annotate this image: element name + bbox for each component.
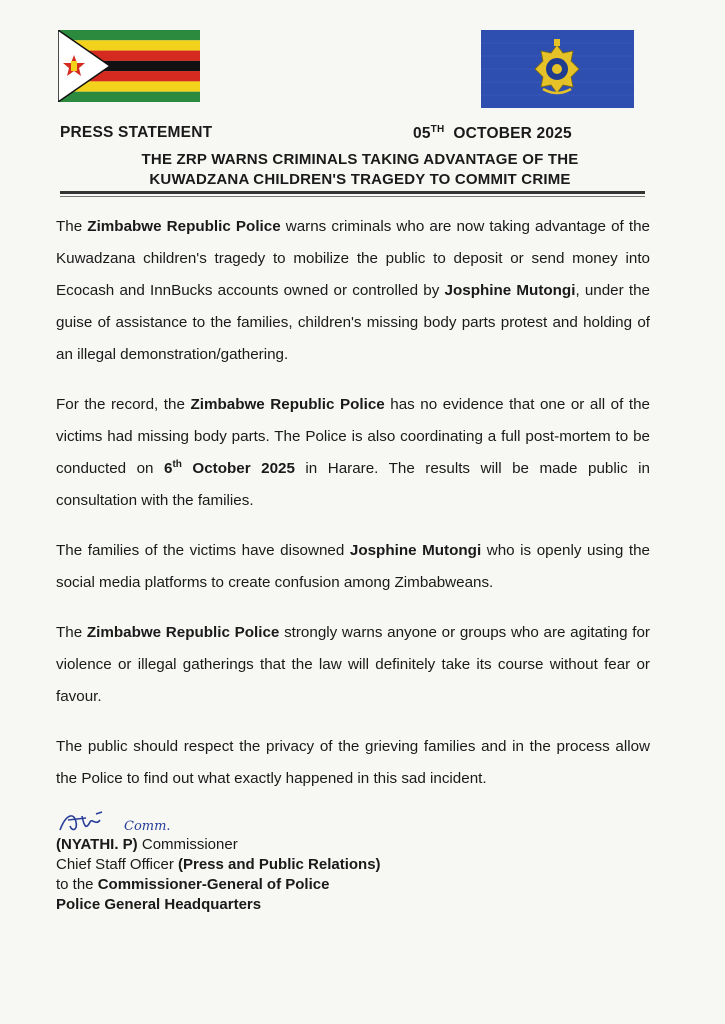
- signatory-details: [56, 835, 381, 915]
- zimbabwe-flag-icon: [58, 30, 200, 102]
- paragraph-1: The Zimbabwe Republic Police warns criminals who are now taking advantage of the Kuwadzana children's tragedy to mobilize the public to deposit or send money into Ecocash and InnBucks accounts owned or controlled by Josphine Mutongi, under the guise of assistance to the families, children's missing body parts protest and holding of an illegal demonstration/gathering.: [56, 218, 651, 363]
- svg-text:Comm.: Comm.: [124, 819, 171, 834]
- signatory-hq-line: Police General Headquarters: [56, 896, 262, 913]
- header-divider: [60, 191, 645, 194]
- headline-line-1: THE ZRP WARNS CRIMINALS TAKING ADVANTAGE OF THE: [141, 151, 579, 168]
- signatory-title-line: Chief Staff Officer (Press and Public Relations): [56, 856, 381, 873]
- paragraph-5: The public should respect the privacy of the grieving families and in the process allow the Police to find out what exactly happened in this sad incident.: [56, 738, 650, 787]
- signatory-to-line: to the Commissioner-General of Police: [56, 876, 330, 893]
- paragraph-2: For the record, the Zimbabwe Republic Police has no evidence that one or all of the victims had missing body parts. The Police is also coordinating a full post-mortem to be conducted on 6th October 2025 in Harare. The results will be made public in consultation with the families.: [56, 396, 650, 509]
- signatory-name-line: (NYATHI. P) Commissioner: [56, 836, 238, 853]
- paragraph-3: The families of the victims have disowned Josphine Mutongi who is openly using the social media platforms to create confusion among Zimbabweans.: [56, 542, 650, 591]
- headline-line-2: KUWADZANA CHILDREN'S TRAGEDY TO COMMIT CRIME: [149, 171, 571, 188]
- header-divider-thin: [60, 196, 645, 197]
- press-statement-header: [60, 124, 640, 142]
- press-statement-label: PRESS STATEMENT: [60, 124, 213, 141]
- zrp-police-emblem-icon: [481, 30, 634, 108]
- statement-body: [56, 211, 650, 813]
- paragraph-4: The Zimbabwe Republic Police strongly warns anyone or groups who are agitating for violence or illegal gatherings that the law will definitely take its course without fear or favour.: [56, 624, 650, 705]
- statement-date: 05TH OCTOBER 2025: [413, 124, 572, 143]
- headline: [60, 150, 660, 190]
